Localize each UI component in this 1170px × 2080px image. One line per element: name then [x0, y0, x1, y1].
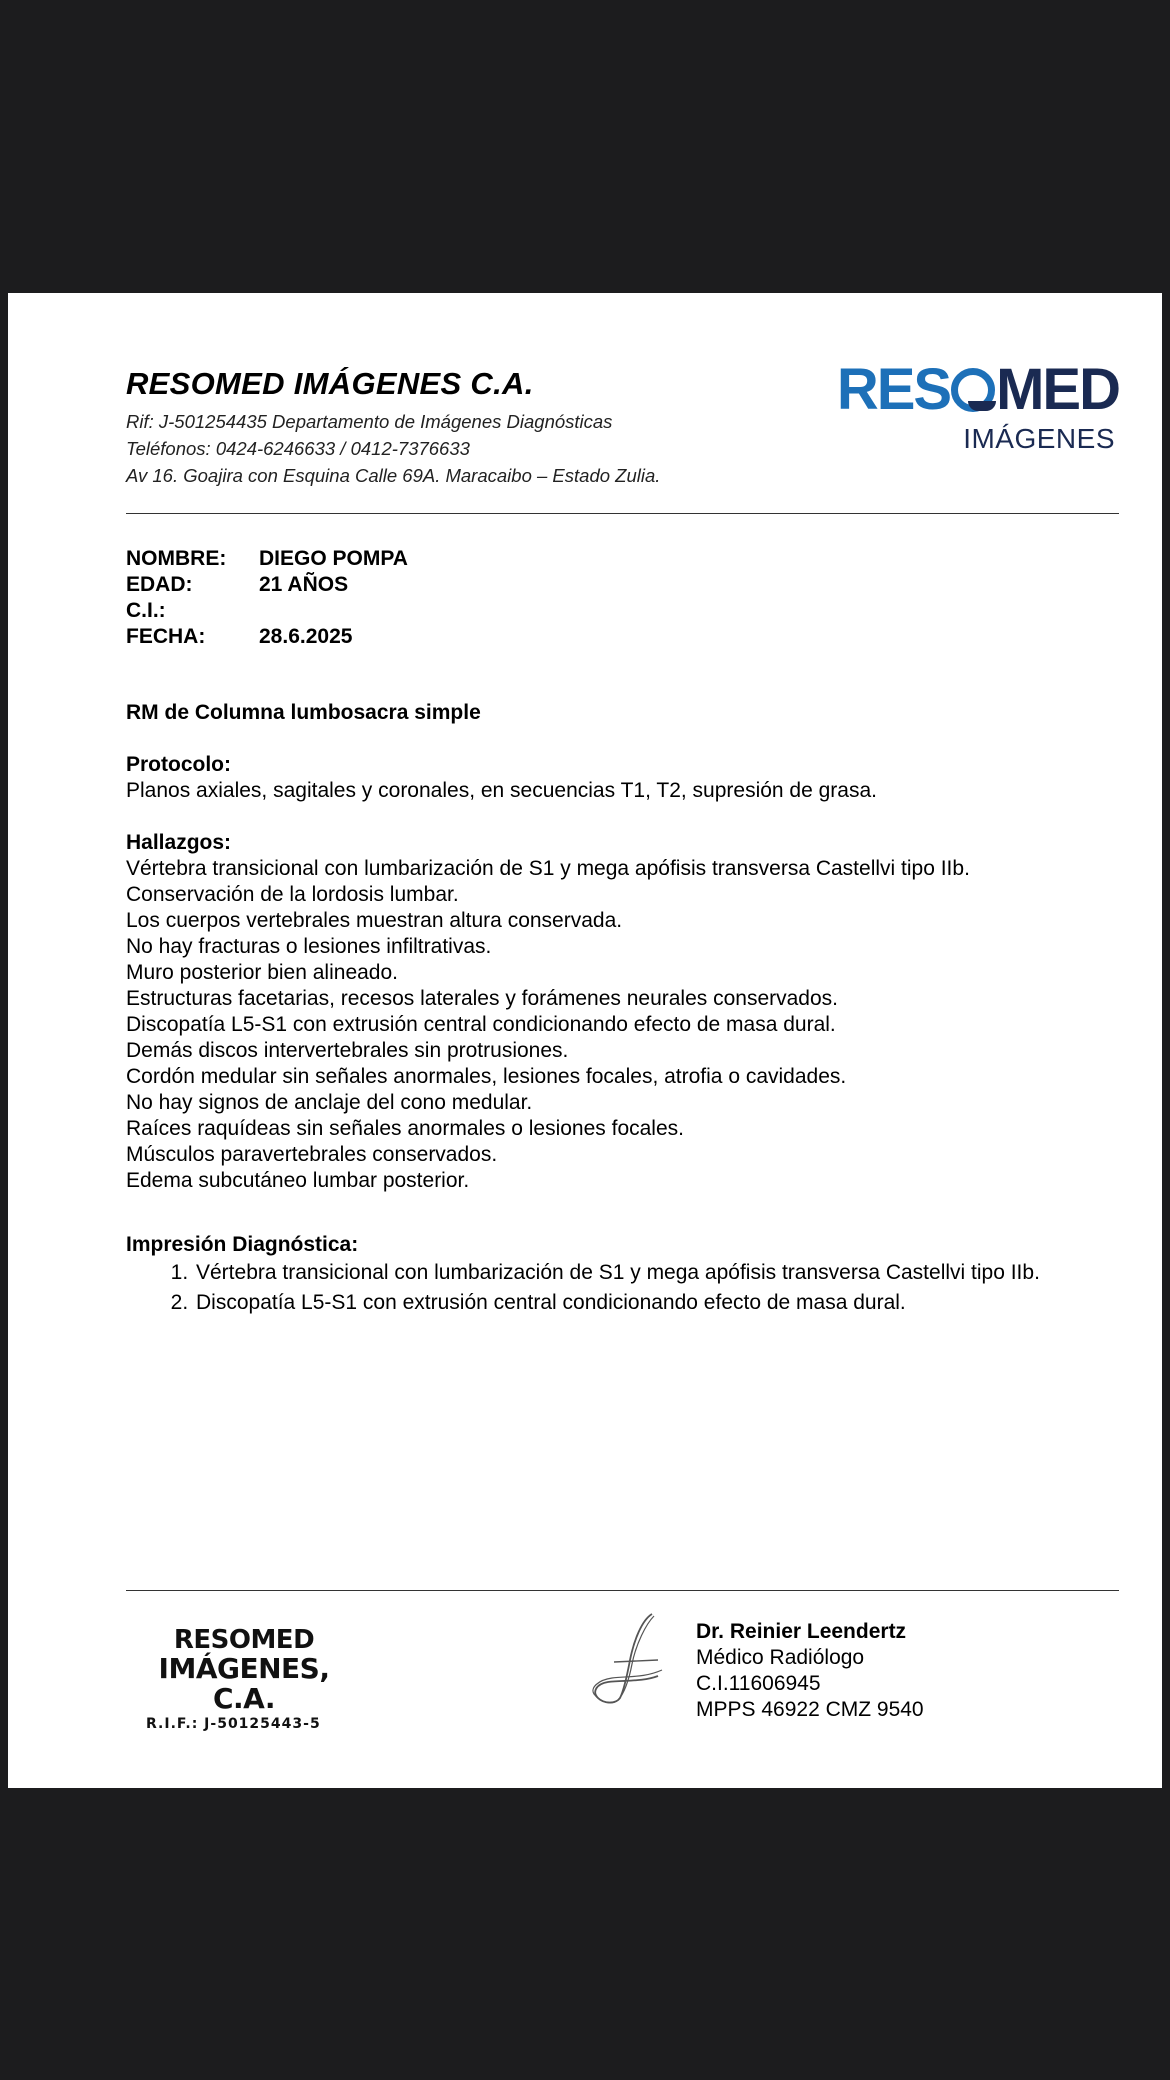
finding-item: Discopatía L5-S1 con extrusión central condicionando efecto de masa dural.	[126, 1013, 836, 1036]
header-divider	[126, 513, 1119, 514]
findings-heading: Hallazgos:	[126, 831, 232, 854]
doctor-signature-block	[696, 1619, 924, 1723]
finding-item: Edema subcutáneo lumbar posterior.	[126, 1169, 470, 1192]
patient-date-row	[126, 624, 408, 650]
logo-wordmark: RES MED	[836, 357, 1119, 422]
finding-item: Los cuerpos vertebrales muestran altura conservada.	[126, 909, 623, 932]
patient-info	[126, 546, 408, 650]
finding-item: Estructuras facetarias, recesos laterales y forámenes neurales conservados.	[126, 987, 839, 1010]
company-name: RESOMED IMÁGENES C.A.	[126, 366, 534, 401]
finding-item: No hay signos de anclaje del cono medular.	[126, 1091, 533, 1114]
findings-section	[126, 830, 1136, 1194]
company-stamp	[144, 1626, 344, 1734]
finding-item: Cordón medular sin señales anormales, lesiones focales, atrofia o cavidades.	[126, 1065, 847, 1088]
study-title: RM de Columna lumbosacra simple	[126, 701, 481, 724]
finding-item: Raíces raquídeas sin señales anormales o lesiones focales.	[126, 1117, 684, 1140]
rif-line: Rif: J-501254435 Departamento de Imágenes Diagnósticas	[126, 411, 613, 432]
signature-icon	[584, 1610, 666, 1706]
protocol-text: Planos axiales, sagitales y coronales, en secuencias T1, T2, supresión de grasa.	[126, 779, 877, 802]
impression-list	[126, 1258, 1136, 1318]
finding-item: Vértebra transicional con lumbarización de S1 y mega apófisis transversa Castellvi tipo IIb.	[126, 857, 970, 880]
age-value: 21 AÑOS	[259, 573, 349, 596]
date-value: 28.6.2025	[259, 625, 353, 648]
footer-divider	[126, 1590, 1119, 1591]
finding-item: Músculos paravertebrales conservados.	[126, 1143, 498, 1166]
logo-subtitle: IMÁGENES	[963, 423, 1115, 454]
protocol-heading: Protocolo:	[126, 753, 231, 776]
patient-age-row	[126, 572, 408, 598]
doctor-title: Médico Radiólogo	[696, 1646, 865, 1669]
finding-item: No hay fracturas o lesiones infiltrativas.	[126, 935, 492, 958]
doctor-registry: MPPS 46922 CMZ 9540	[696, 1698, 924, 1721]
doctor-ci: C.I.11606945	[696, 1672, 821, 1695]
finding-item: Conservación de la lordosis lumbar.	[126, 883, 459, 906]
age-label: EDAD:	[126, 573, 193, 596]
id-label: C.I.:	[126, 599, 166, 622]
stamp-line-3: R.I.F.: J-50125443-5	[146, 1716, 321, 1732]
address-line: Av 16. Goajira con Esquina Calle 69A. Maracaibo – Estado Zulia.	[126, 465, 661, 486]
doctor-name: Dr. Reinier Leendertz	[696, 1620, 907, 1643]
protocol-section	[126, 752, 1136, 804]
resomed-logo	[824, 357, 1119, 455]
finding-item: Muro posterior bien alineado.	[126, 961, 398, 984]
id-redaction	[259, 598, 389, 618]
finding-item: Demás discos intervertebrales sin protrusiones.	[126, 1039, 569, 1062]
impression-item: 2. Discopatía L5-S1 con extrusión central condicionando efecto de masa dural.	[194, 1288, 1136, 1318]
impression-section	[126, 1232, 1136, 1318]
impression-item: 1. Vértebra transicional con lumbarización de S1 y mega apófisis transversa Castellvi tipo IIb.	[194, 1258, 1136, 1288]
stamp-line-1: RESOMED	[173, 1625, 315, 1655]
phone-line: Teléfonos: 0424-6246633 / 0412-7376633	[126, 438, 470, 459]
report-page	[8, 293, 1162, 1788]
stamp-line-2: IMÁGENES, C.A.	[158, 1652, 330, 1715]
date-label: FECHA:	[126, 625, 206, 648]
patient-name-row	[126, 546, 408, 572]
patient-id-row	[126, 598, 408, 624]
logo-ring-icon	[951, 368, 995, 412]
name-value: DIEGO POMPA	[259, 547, 408, 570]
name-label: NOMBRE:	[126, 547, 227, 570]
impression-heading: Impresión Diagnóstica:	[126, 1233, 359, 1256]
